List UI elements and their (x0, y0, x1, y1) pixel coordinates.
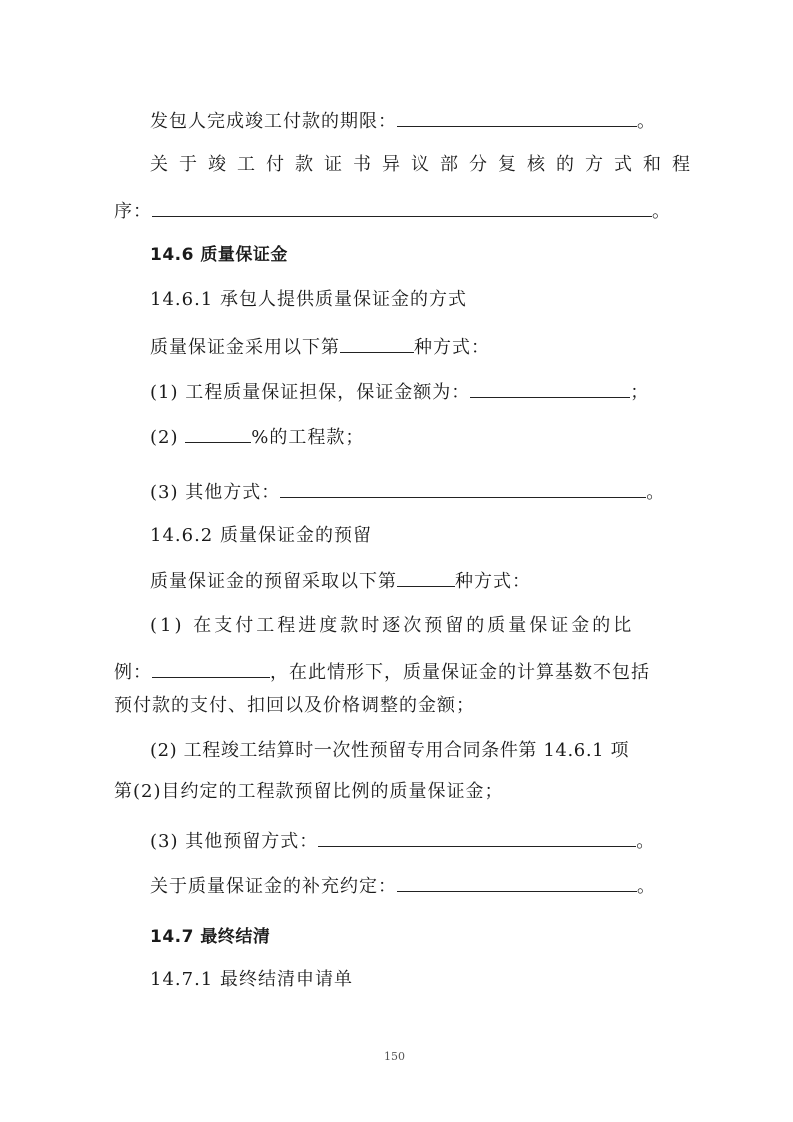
blank-field[interactable] (152, 198, 652, 217)
period: 。 (652, 201, 671, 222)
supplementary-agreement-label: 关于质量保证金的补充约定： (150, 876, 397, 897)
semicolon: ； (630, 382, 650, 403)
ratio-line (114, 659, 650, 685)
guarantee-method-label: 质量保证金采用以下第 (150, 337, 340, 358)
retention-method-line (150, 568, 531, 594)
period: 。 (636, 831, 656, 852)
subsection-heading-14-6-2: 14.6.2 质量保证金的预留 (150, 525, 372, 546)
procedure-line (114, 198, 671, 224)
blank-field[interactable] (340, 334, 414, 353)
guarantee-method-line (150, 334, 490, 360)
ratio-label: 例： (114, 662, 152, 683)
advance-payment-line: 预付款的支付、扣回以及价格调整的金额； (114, 695, 475, 716)
page-number: 150 (384, 1050, 405, 1063)
option-3-line (150, 479, 665, 505)
retention-method-suffix: 种方式： (455, 571, 531, 592)
blank-field[interactable] (470, 379, 630, 398)
ratio-description: ，在此情形下，质量保证金的计算基数不包括 (270, 662, 650, 683)
blank-field[interactable] (397, 108, 637, 127)
subsection-heading-14-7-1: 14.7.1 最终结清申请单 (150, 969, 353, 990)
option-1-line (150, 379, 649, 405)
objection-review-label: 关于竣工付款证书异议部分复核的方式和程 (150, 154, 701, 175)
option-2-label: %的工程款； (251, 427, 365, 448)
blank-field[interactable] (318, 828, 636, 847)
blank-field[interactable] (185, 424, 251, 443)
period: 。 (637, 876, 656, 897)
option-2-number: (2) (150, 427, 186, 448)
blank-field[interactable] (397, 873, 637, 892)
option-1-label: (1) 工程质量保证担保，保证金额为： (150, 382, 471, 403)
blank-field[interactable] (152, 659, 270, 678)
retention-option-3-label: (3) 其他预留方式： (150, 831, 319, 852)
option-3-label: (3) 其他方式： (150, 482, 281, 503)
retention-option-1-line: (1) 在支付工程进度款时逐次预留的质量保证金的比 (150, 615, 635, 636)
retention-option-3-line (150, 828, 655, 854)
guarantee-method-suffix: 种方式： (414, 337, 490, 358)
objection-review-line (150, 153, 701, 177)
retention-method-label: 质量保证金的预留采取以下第 (150, 571, 397, 592)
completion-payment-deadline-label: 发包人完成竣工付款的期限： (150, 111, 397, 132)
period: 。 (646, 482, 666, 503)
period: 。 (637, 111, 656, 132)
section-heading-14-6: 14.6 质量保证金 (150, 245, 288, 265)
procedure-label: 序： (114, 201, 152, 222)
supplementary-agreement-line (150, 873, 656, 899)
retention-option-2-line: (2) 工程竣工结算时一次性预留专用合同条件第 14.6.1 项 (150, 740, 630, 761)
completion-payment-deadline-line (150, 108, 656, 134)
retention-option-2-continued: 第(2)目约定的工程款预留比例的质量保证金； (114, 781, 504, 802)
blank-field[interactable] (397, 568, 455, 587)
section-heading-14-7: 14.7 最终结清 (150, 927, 271, 947)
blank-field[interactable] (280, 479, 646, 498)
option-2-line (150, 424, 364, 450)
subsection-heading-14-6-1: 14.6.1 承包人提供质量保证金的方式 (150, 289, 467, 310)
